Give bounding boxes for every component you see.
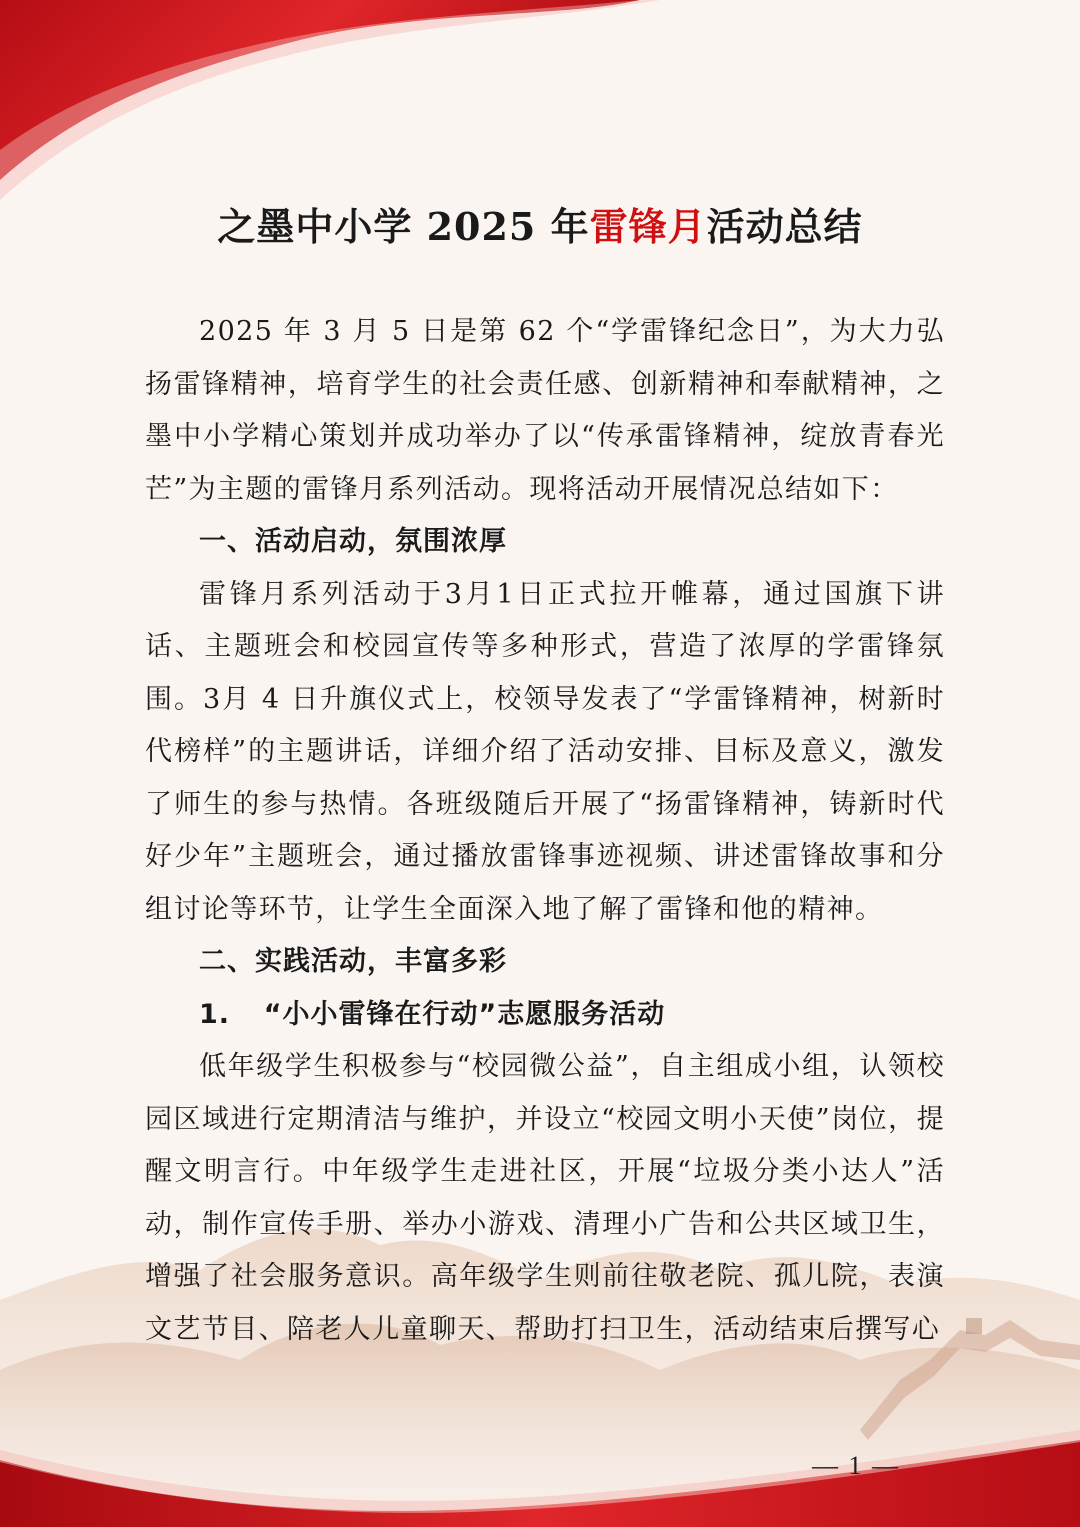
title-suffix: 活动总结 [706, 204, 863, 249]
subsection-1-heading [145, 989, 945, 1042]
title-prefix: 之墨中小学 2025 年 [217, 204, 590, 249]
page-number: — 1 — [812, 1451, 900, 1480]
title-highlight: 雷锋月 [589, 204, 707, 249]
subsection-1-paragraph: 低年级学生积极参与“校园微公益”，自主组成小组，认领校园区域进行定期清洁与维护，并设立“校园文明小天使”岗位，提醒文明言行。中年级学生走进社区，开展“垃圾分类小达人”活动，制作宣传手册、举办小游戏、清理小广告和公共区域卫生，增强了社会服务意识。高年级学生则前往敬老院、孤儿院，表演文艺节目、陪老人儿童聊天、帮助打扫卫生，活动结束后撰写心 [145, 1051, 945, 1345]
section-1-heading: 一、活动启动，氛围浓厚 [199, 526, 507, 557]
intro-paragraph: 2025 年 3 月 5 日是第 62 个“学雷锋纪念日”，为大力弘扬雷锋精神，培育学生的社会责任感、创新精神和奉献精神，之墨中小学精心策划并成功举办了以“传承雷锋精神，绽放青春光芒”为主题的雷锋月系列活动。现将活动开展情况总结如下： [145, 316, 945, 505]
document-body [145, 306, 945, 1356]
section-1-paragraph: 雷锋月系列活动于3月1日正式拉开帷幕，通过国旗下讲话、主题班会和校园宣传等多种形式，营造了浓厚的学雷锋氛围。3月 4 日升旗仪式上，校领导发表了“学雷锋精神，树新时代榜样”的主题讲话，详细介绍了活动安排、目标及意义，激发了师生的参与热情。各班级随后开展了“扬雷锋精神，铸新时代好少年”主题班会，通过播放雷锋事迹视频、讲述雷锋故事和分组讨论等环节，让学生全面深入地了解了雷锋和他的精神。 [145, 578, 945, 925]
top-red-ribbon [0, 0, 640, 180]
subsection-1-title: “小小雷锋在行动”志愿服务活动 [263, 998, 666, 1030]
watchtower [966, 1318, 982, 1334]
section-2-heading: 二、实践活动，丰富多彩 [199, 946, 507, 977]
document-title [0, 196, 1080, 251]
subsection-1-number: 1. [199, 998, 231, 1030]
